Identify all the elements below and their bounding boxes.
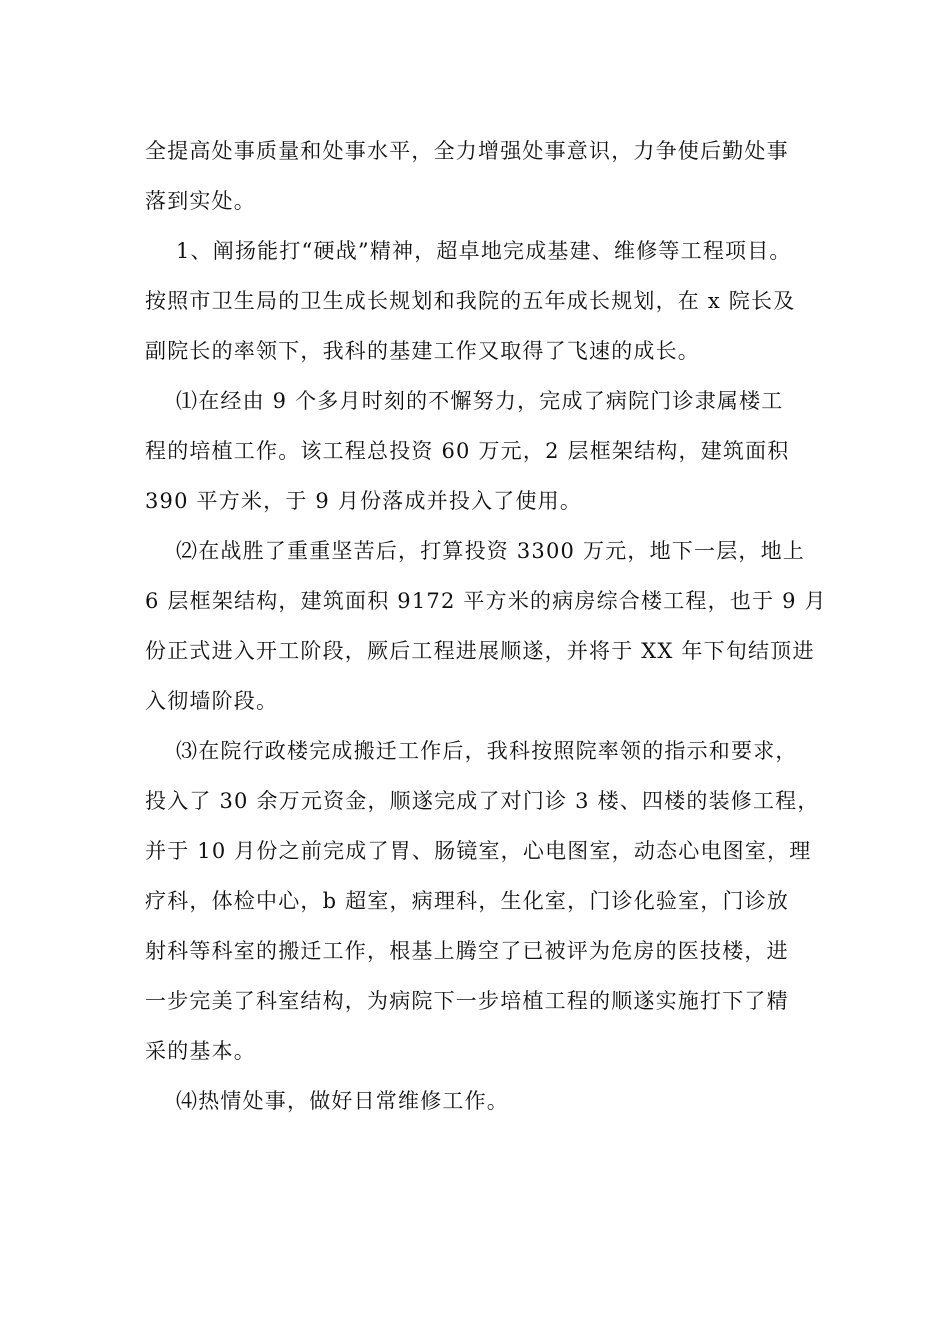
text-line: 疗科，体检中心，b 超室，病理科，生化室，门诊化验室，门诊放 <box>145 889 790 913</box>
text-line: 副院长的率领下，我科的基建工作又取得了飞速的成长。 <box>145 339 700 363</box>
text-line: 程的培植工作。该工程总投资 60 万元，2 层框架结构，建筑面积 <box>145 439 790 463</box>
body-text <box>145 126 845 1126</box>
text-line: 390 平方米，于 9 月份落成并投入了使用。 <box>145 489 583 513</box>
list-item-4: ⑷热情处事，做好日常维修工作。 <box>176 1089 509 1113</box>
text-line: 投入了 30 余万元资金，顺遂完成了对门诊 3 楼、四楼的装修工程， <box>145 789 820 813</box>
text-line: 射科等科室的搬迁工作，根基上腾空了已被评为危房的医技楼，进 <box>145 939 789 963</box>
list-item-1: ⑴在经由 9 个多月时刻的不懈努力，完成了病院门诊隶属楼工 <box>176 389 784 413</box>
text-line: 6 层框架结构，建筑面积 9172 平方米的病房综合楼工程，也于 9 月 <box>145 589 827 613</box>
text-line: 入彻墙阶段。 <box>145 689 279 713</box>
list-item-3: ⑶在院行政楼完成搬迁工作后，我科按照院率领的指示和要求， <box>176 739 798 763</box>
text-line: 全提高处事质量和处事水平，全力增强处事意识，力争使后勤处事 <box>145 139 789 163</box>
text-line: 落到实处。 <box>145 189 256 213</box>
text-line: 并于 10 月份之前完成了胃、肠镜室，心电图室，动态心电图室，理 <box>145 839 812 863</box>
list-item-2: ⑵在战胜了重重坚苦后，打算投资 3300 万元，地下一层，地上 <box>176 539 805 563</box>
section-heading: 1、阐扬能打“硬战”精神，超卓地完成基建、维修等工程项目。 <box>176 239 792 263</box>
text-line: 采的基本。 <box>145 1039 256 1063</box>
text-line: 按照市卫生局的卫生成长规划和我院的五年成长规划，在 x 院长及 <box>145 289 796 313</box>
text-line: 一步完美了科室结构，为病院下一步培植工程的顺遂实施打下了精 <box>145 989 789 1013</box>
text-line: 份正式进入开工阶段，厥后工程进展顺遂，并将于 XX 年下旬结顶进 <box>145 639 815 663</box>
